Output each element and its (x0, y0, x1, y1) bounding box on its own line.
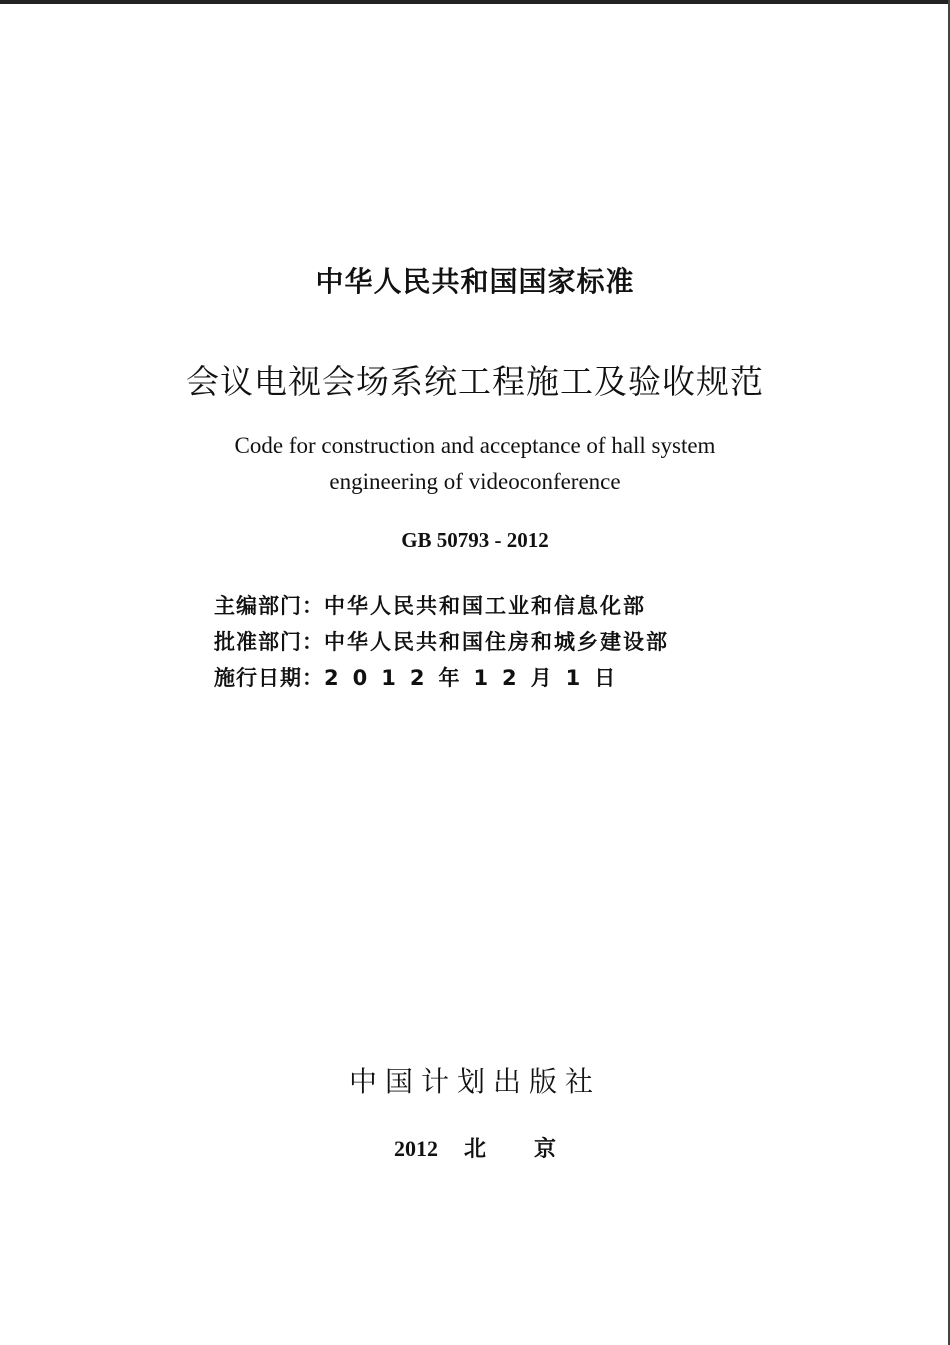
title-english-line1: Code for construction and acceptance of hall system (234, 433, 716, 458)
standard-number: GB 50793 - 2012 (401, 528, 549, 552)
imprint-city-char2: 京 (534, 1137, 557, 1162)
approval-row (214, 624, 734, 660)
chief-editor-row (214, 588, 734, 624)
approval-label: 批准部门： (214, 630, 324, 654)
effective-date-value: 2012年12月1日 (324, 666, 630, 690)
imprint-line (0, 1132, 950, 1163)
scan-top-edge (0, 0, 950, 4)
approval-value: 中华人民共和国住房和城乡建设部 (324, 630, 669, 654)
title-english-line2: engineering of videoconference (329, 469, 621, 494)
title-english (0, 428, 950, 500)
title-chinese: 会议电视会场系统工程施工及验收规范 (186, 362, 764, 401)
imprint-year: 2012 (393, 1136, 438, 1161)
effective-date-row (214, 660, 734, 696)
national-standard-heading: 中华人民共和国国家标准 (315, 265, 635, 298)
effective-date-label: 施行日期： (214, 666, 324, 690)
publisher-name: 中国计划出版社 (348, 1065, 601, 1098)
chief-editor-value: 中华人民共和国工业和信息化部 (324, 594, 646, 618)
chief-editor-label: 主编部门： (214, 594, 324, 618)
imprint-city-char1: 北 (463, 1137, 486, 1162)
metadata-block (214, 588, 734, 696)
